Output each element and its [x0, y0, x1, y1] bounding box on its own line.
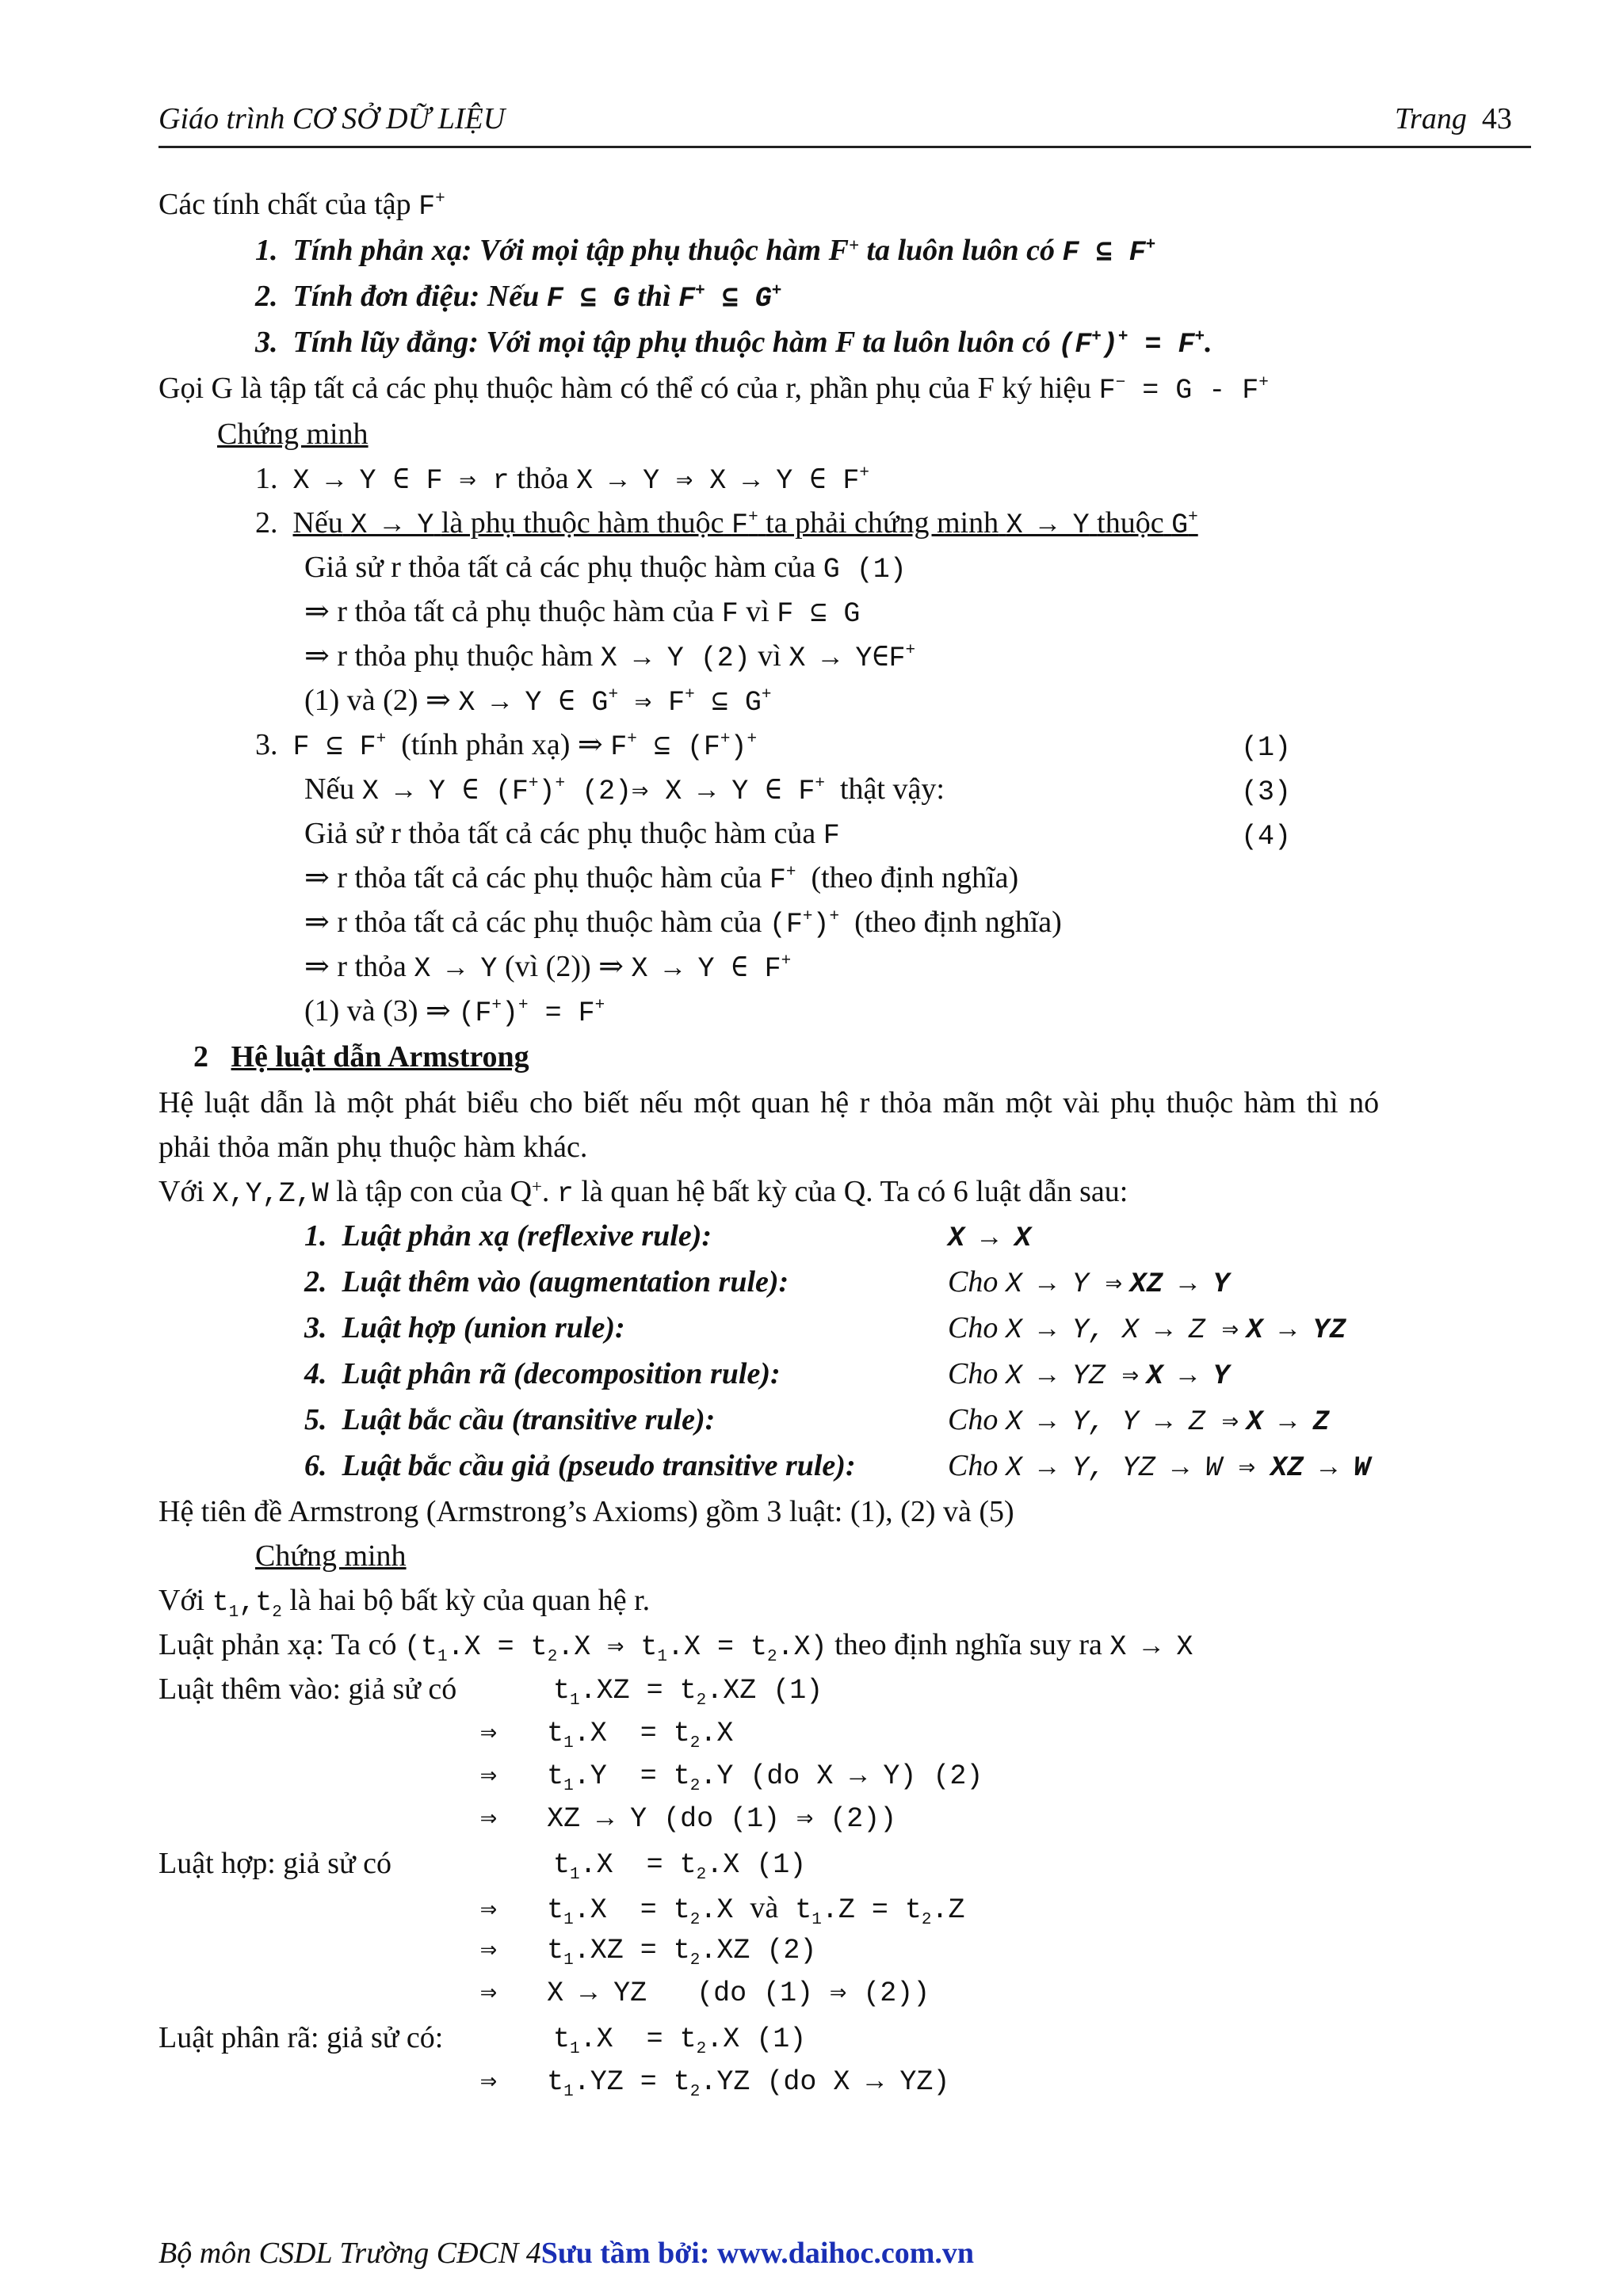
union-step-2: ⇒ $t_1.X = t_2.X$ và $t_1.Z = t_2.Z$ — [480, 1891, 965, 1929]
paragraph-2-a: Với — [158, 1175, 205, 1208]
tuples-line: Với $t_1,t_2$ là hai bộ bất kỳ của quan hệ r. — [158, 1584, 651, 1622]
equation-tag-4: (4) — [1241, 821, 1292, 852]
rule-6-formula: Cho X → Y, YZ → W ⇒ XZ → W — [948, 1449, 1371, 1484]
rule-5-formula: Cho X → Y, Y → Z ⇒ X → Z — [948, 1403, 1330, 1438]
reflexive-proof: Luật phản xạ: Ta có ($t_1.X = t_2.X$ ⇒ $t_1.X = t_2.X$) theo định nghĩa suy ra X → X — [158, 1628, 1193, 1666]
decomposition-label: Luật phân rã: giả sử có: — [158, 2021, 444, 2054]
complement-text: Gọi G là tập tất cả các phụ thuộc hàm có thể có của r, phần phụ của F ký hiệu — [158, 372, 1092, 405]
rule-1-formula: X → X — [948, 1222, 1032, 1254]
paragraph-2-b: là tập con của Q — [336, 1175, 533, 1208]
augmentation-do-2: do — [680, 1803, 714, 1835]
proof-step-3-line-6: ⇒ r thỏa X → Y (vì (2)) ⇒ X → Y ∈ F+ — [304, 950, 792, 985]
proof-step-2-if: Nếu — [292, 506, 343, 540]
proof-step-2-num: 2. — [255, 506, 278, 540]
property-3-num: 3. — [255, 326, 278, 359]
property-3-text: Tính lũy đẳng: Với mọi tập phụ thuộc hàm F ta luôn luôn có — [292, 326, 1051, 359]
proof-step-1-num: 1. — [255, 462, 278, 495]
rule-5 — [304, 1402, 715, 1437]
union-step-3: ⇒ $t_1.XZ = t_2.XZ$ (2) — [480, 1935, 817, 1970]
decomposition-do: do — [783, 2066, 817, 2098]
footer-source-link[interactable]: www.daihoc.com.vn — [716, 2237, 975, 2270]
rule-2-name: Luật thêm vào (augmentation rule): — [342, 1265, 789, 1299]
proof-step-3-line-3-text: Giả sử r thỏa tất cả các phụ thuộc hàm của — [304, 817, 816, 850]
proof-step-2-line-4-b: vì — [758, 639, 781, 673]
reflexive-label: Luật phản xạ: Ta có — [158, 1628, 397, 1661]
rule-6-name: Luật bắc cầu giả (pseudo transitive rule): — [342, 1449, 856, 1482]
rule-6-cho: Cho — [948, 1449, 999, 1482]
proof-step-3-line-4-b: (theo định nghĩa) — [811, 861, 1019, 894]
rule-6-num: 6. — [304, 1449, 327, 1482]
rule-5-num: 5. — [304, 1403, 327, 1436]
rule-2-cho: Cho — [948, 1265, 999, 1299]
proof-step-2-line-2-text: Giả sử r thỏa tất cả các phụ thuộc hàm của — [304, 551, 816, 584]
proof-step-2-text-b: ta phải chứng minh — [766, 506, 999, 540]
proof-step-2-line-3: ⇒ r thỏa tất cả phụ thuộc hàm của F vì F ⊆ G — [304, 595, 861, 630]
proof-step-2: 2. Nếu X → Y là phụ thuộc hàm thuộc F+ ta phải chứng minh X → Y thuộc G+ — [255, 506, 1198, 541]
rule-3 — [304, 1310, 625, 1345]
paragraph-2: Với X,Y,Z,W là tập con của Q+. r là quan hệ bất kỳ của Q. Ta có 6 luật dẫn sau: — [158, 1175, 1128, 1210]
rule-5-cho: Cho — [948, 1403, 999, 1436]
proof-step-2-text: là phụ thuộc hàm thuộc — [441, 506, 724, 540]
footer-department: Bộ môn CSDL Trường CĐCN 4 — [158, 2237, 541, 2270]
decomposition-step-2: ⇒ $t_1.YZ = t_2.YZ$ (do X → YZ) — [480, 2066, 950, 2101]
intro-text: Các tính chất của tập — [158, 188, 411, 221]
equation-tag-1: (1) — [1241, 732, 1292, 764]
proof-step-2-line-4: ⇒ r thỏa phụ thuộc hàm X → Y (2) vì X → Y∈F+ — [304, 639, 916, 674]
header-rule — [158, 146, 1531, 148]
proof-step-3-line-6-a: ⇒ r thỏa — [304, 950, 407, 983]
proof-step-3-line-2-text: thật vậy: — [839, 772, 945, 806]
rule-3-num: 3. — [304, 1311, 327, 1344]
augmentation-step-4: ⇒ XZ → Y (do (1) ⇒ (2)) — [480, 1803, 897, 1835]
paragraph-2-c: là quan hệ bất kỳ của Q. Ta có 6 luật dẫn sau: — [581, 1175, 1128, 1208]
reflexive-tail: theo định nghĩa suy ra — [834, 1628, 1102, 1661]
tuples-b: là hai bộ bất kỳ của quan hệ r. — [289, 1584, 651, 1617]
rule-4-name: Luật phân rã (decomposition rule): — [342, 1357, 781, 1390]
axioms-line: Hệ tiên đề Armstrong (Armstrong’s Axioms) gồm 3 luật: (1), (2) và (5) — [158, 1495, 1014, 1528]
rule-3-formula: Cho X → Y, X → Z ⇒ X → YZ — [948, 1311, 1346, 1346]
proof-step-3-line-2: Nếu X → Y ∈ (F+)+ (2)⇒ X → Y ∈ F+ thật vậy: — [304, 772, 945, 807]
rule-2-num: 2. — [304, 1265, 327, 1299]
rule-4-formula: Cho X → YZ ⇒ X → Y — [948, 1357, 1230, 1392]
augmentation-step-3: ⇒ $t_1.Y = t_2.Y$ (do X → Y) (2) — [480, 1760, 983, 1795]
proof-step-3-line-7-text: (1) và (3) ⇒ — [304, 994, 451, 1028]
union-step-1: $t_1.X = t_2.X$ (1) — [553, 1849, 807, 1884]
proof-step-3-line-5-a: ⇒ r thỏa tất cả các phụ thuộc hàm của — [304, 906, 762, 939]
property-2: 2. Tính đơn điệu: Nếu F ⊆ G thì F+ ⊆ G+ — [255, 280, 782, 315]
union-label: Luật hợp: giả sử có — [158, 1847, 391, 1880]
page-number: 43 — [1481, 102, 1512, 135]
union-do: do — [713, 1978, 747, 2009]
proof-step-3: 3. F ⊆ F+ (tính phản xạ) ⇒ F+ ⊆ (F+)+ — [255, 728, 758, 763]
proof-step-2-line-4-a: ⇒ r thỏa phụ thuộc hàm — [304, 639, 594, 673]
intro-line: Các tính chất của tập F+ — [158, 188, 445, 223]
union-step-4: ⇒ X → YZ (do (1) ⇒ (2)) — [480, 1978, 930, 2009]
property-1: 1. Tính phản xạ: Với mọi tập phụ thuộc hàm F+ ta luôn luôn có F ⊆ F+ — [255, 234, 1156, 269]
rule-4-num: 4. — [304, 1357, 327, 1390]
proof-step-3-line-7: (1) và (3) ⇒ (F+)+ = F+ — [304, 994, 605, 1029]
proof-step-3-num: 3. — [255, 728, 278, 761]
section-number: 2 — [193, 1040, 208, 1074]
augmentation-do-1: do — [766, 1760, 800, 1792]
equation-tag-3: (3) — [1241, 776, 1292, 808]
augmentation-step-2: ⇒ $t_1.X = t_2.X$ — [480, 1718, 734, 1753]
proof-step-2-line-3-a: ⇒ r thỏa tất cả phụ thuộc hàm của — [304, 595, 715, 628]
rule-2 — [304, 1264, 789, 1299]
augmentation-label: Luật thêm vào: giả sử có — [158, 1672, 457, 1706]
rule-3-name: Luật hợp (union rule): — [342, 1311, 625, 1344]
proof-step-1: 1. X → Y ∈ F ⇒ r thỏa X → Y ⇒ X → Y ∈ F+ — [255, 462, 869, 497]
page-label-text: Trang — [1395, 102, 1467, 135]
proof-step-2-line-5: (1) và (2) ⇒ X → Y ∈ G+ ⇒ F+ ⊆ G+ — [304, 684, 772, 719]
rule-2-formula: Cho X → Y ⇒ XZ → Y — [948, 1265, 1230, 1300]
rule-4-cho: Cho — [948, 1357, 999, 1390]
property-1-num: 1. — [255, 234, 278, 267]
complement-line: Gọi G là tập tất cả các phụ thuộc hàm có thể có của r, phần phụ của F ký hiệu F− = G - F+ — [158, 372, 1269, 406]
rule-1 — [304, 1219, 712, 1253]
page-label — [1395, 101, 1512, 136]
rule-4 — [304, 1356, 781, 1391]
proof-step-3-line-4-a: ⇒ r thỏa tất cả các phụ thuộc hàm của — [304, 861, 762, 894]
rule-5-name: Luật bắc cầu (transitive rule): — [342, 1403, 716, 1436]
proof-heading-2: Chứng minh — [255, 1539, 407, 1573]
proof-step-2-line-2: Giả sử r thỏa tất cả các phụ thuộc hàm của G (1) — [304, 551, 907, 585]
property-1-text-b: ta luôn luôn có — [866, 234, 1056, 267]
proof-step-3-line-3: Giả sử r thỏa tất cả các phụ thuộc hàm của F — [304, 817, 840, 852]
proof-step-3-line-5: ⇒ r thỏa tất cả các phụ thuộc hàm của (F+)+ (theo định nghĩa) — [304, 906, 1062, 940]
property-3: 3. Tính lũy đẳng: Với mọi tập phụ thuộc hàm F ta luôn luôn có (F+)+ = F+. — [255, 326, 1212, 360]
rule-6 — [304, 1448, 856, 1483]
augmentation-step-1: $t_1.XZ = t_2.XZ$ (1) — [553, 1675, 823, 1710]
tuples-a: Với — [158, 1584, 205, 1617]
rule-1-name: Luật phản xạ (reflexive rule): — [342, 1219, 712, 1253]
property-2-text-b: thì — [637, 280, 671, 313]
footer — [158, 2236, 974, 2271]
proof-step-3-text: (tính phản xạ) ⇒ — [401, 728, 603, 761]
property-1-text: Tính phản xạ: Với mọi tập phụ thuộc hàm F — [292, 234, 849, 267]
property-2-num: 2. — [255, 280, 278, 313]
union-and: và — [750, 1891, 779, 1924]
proof-step-2-line-5-text: (1) và (2) ⇒ — [304, 684, 451, 717]
rule-1-num: 1. — [304, 1219, 327, 1253]
proof-step-3-line-5-b: (theo định nghĩa) — [854, 906, 1062, 939]
property-2-text: Tính đơn điệu: Nếu — [292, 280, 540, 313]
proof-step-3-line-2-if: Nếu — [304, 772, 355, 806]
proof-step-3-line-4: ⇒ r thỏa tất cả các phụ thuộc hàm của F+ (theo định nghĩa) — [304, 861, 1019, 896]
rule-3-cho: Cho — [948, 1311, 999, 1344]
proof-step-2-line-3-b: vì — [746, 595, 769, 628]
paragraph-1-line-1: Hệ luật dẫn là một phát biểu cho biết nếu một quan hệ r thỏa mãn một vài phụ thuộc hàm thì nó — [158, 1086, 1380, 1119]
proof-step-2-belongs: thuộc — [1097, 506, 1164, 540]
section-heading — [193, 1039, 529, 1074]
proof-heading: Chứng minh — [217, 418, 369, 451]
document-title: Giáo trình CƠ SỞ DỮ LIỆU — [158, 102, 506, 135]
decomposition-step-1: $t_1.X = t_2.X$ (1) — [553, 2023, 807, 2058]
proof-step-1-mid: thỏa — [517, 462, 569, 495]
section-title: Hệ luật dẫn Armstrong — [231, 1040, 529, 1074]
footer-source-label: Sưu tầm bởi: — [540, 2237, 710, 2270]
paragraph-1-line-2: phải thỏa mãn phụ thuộc hàm khác. — [158, 1131, 588, 1164]
